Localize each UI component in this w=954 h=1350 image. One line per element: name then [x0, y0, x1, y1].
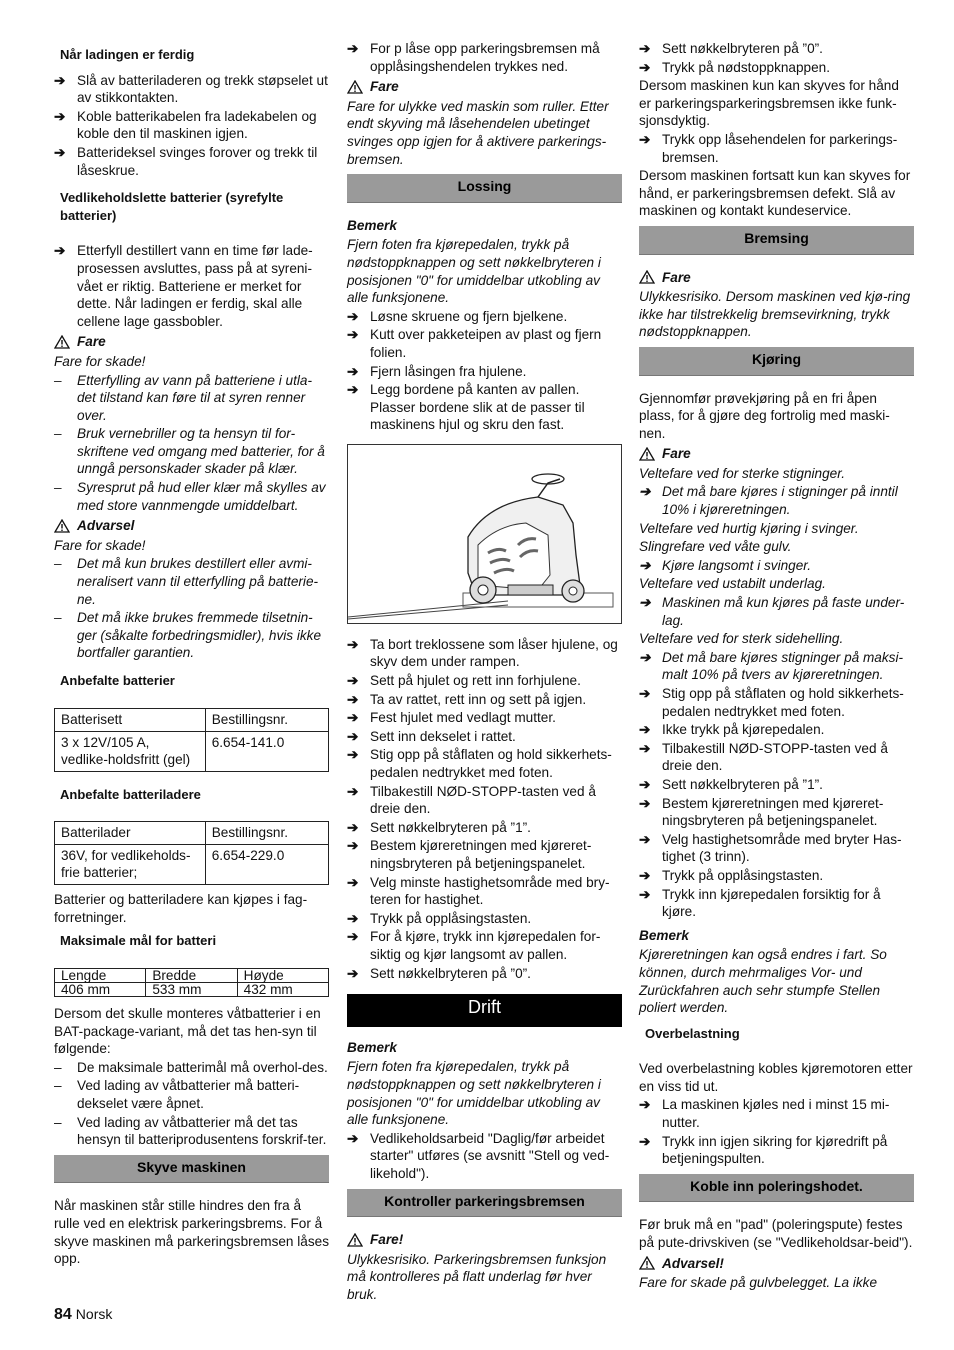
section-bar-driving: Kjøring	[639, 347, 914, 376]
column-1	[54, 40, 329, 1269]
arrow-icon: ➔	[639, 1133, 651, 1149]
arrow-icon: ➔	[347, 929, 359, 945]
step: ➔ Stig opp på ståflaten og hold sikkerhets-pedalen nedtrykket med foten.	[639, 686, 904, 719]
dash-item: – Det må kun brukes destillert eller avmi-neralisert vann til etterfylling på batterie-ne.	[54, 556, 319, 607]
step: ➔ La maskinen kjøles ned i minst 15 mi-nutter.	[639, 1097, 890, 1131]
column-3	[639, 40, 914, 1293]
warning-triangle-icon	[639, 270, 655, 284]
heading-recommended-chargers: Anbefalte batteriladere	[60, 786, 201, 802]
step: ➔ Det må bare kjøres i stigninger på inntil 10% i kjøreretningen.	[639, 484, 898, 518]
arrow-icon: ➔	[347, 382, 359, 398]
warning-label: Advarsel!	[639, 1255, 914, 1273]
arrow-icon: ➔	[347, 41, 359, 56]
dash-item: – Bruk vernebriller og ta hensyn til for-skriftene ved omgang med batterier, for å unngå personskader skader på klær.	[54, 426, 325, 477]
step: ➔ Bestem kjøreretningen med kjøreret-ningsbryteren på betjeningspanelet.	[347, 838, 592, 871]
paragraph: Ved overbelastning kobles kjøremotoren etter en viss tid ut.	[639, 1061, 913, 1094]
page-number: 84	[54, 1306, 72, 1323]
column-2	[347, 40, 622, 1304]
arrow-icon: ➔	[347, 710, 359, 726]
note-label: Bemerk	[347, 1039, 397, 1055]
warning-triangle-icon	[639, 1256, 655, 1270]
step: ➔ Trykk på nødstoppknappen.	[639, 59, 831, 75]
warning-triangle-icon	[347, 1233, 363, 1247]
arrow-icon: ➔	[639, 59, 651, 75]
step: ➔ Løsne skruene og fjern bjelkene.	[347, 308, 568, 324]
warning-text: Fare for ulykke ved maskin som ruller. Etter endt skyving må låsehendelen ubetinget svinges opp igjen for å aktivere parkerings-bremsen.	[347, 98, 609, 167]
step: ➔ Ta av rattet, rett inn og sett på igjen.	[347, 691, 587, 707]
note-text: Kjøreretningen kan også endres i fart. So können, durch mehrmaliges Vor- und Zurückfahren auch sehr stumpfe Stellen poliert werden.	[639, 947, 887, 1016]
arrow-icon: ➔	[639, 722, 651, 738]
step: ➔ Etterfyll destillert vann en time før lade-prosessen avsluttes, pass på at syreni-vået er riktig. Batteriene er merket for dette. Når ladingen er ferdig, skal alle cellene lage gassbobler.	[54, 243, 313, 329]
arrow-icon: ➔	[347, 363, 359, 379]
dimension-table: Lengde Bredde Høyde 406 mm 533 mm 432 mm	[54, 968, 329, 997]
arrow-icon: ➔	[347, 965, 359, 981]
note-label: Bemerk	[639, 927, 689, 943]
note-text: Fjern foten fra kjørepedalen, trykk på nødstoppknappen og sett nøkkelbryteren i posisjonen "0" for umiddelbar utkobling av alle funksjonene.	[347, 237, 601, 306]
arrow-icon: ➔	[347, 728, 359, 744]
arrow-icon: ➔	[639, 595, 651, 611]
warning-triangle-icon	[639, 447, 655, 461]
section-bar-check-parking-brake: Kontroller parkeringsbremsen	[347, 1189, 622, 1218]
step: ➔ Velg hastighetsområde med bryter Has-tighet (3 trinn).	[639, 831, 902, 865]
arrow-icon: ➔	[347, 819, 359, 835]
page-footer	[54, 1306, 112, 1324]
arrow-icon: ➔	[347, 691, 359, 707]
arrow-icon: ➔	[54, 72, 66, 88]
warning-label: Fare	[639, 269, 914, 287]
step: ➔ Trykk inn igjen sikring for kjøredrift på betjeningspulten.	[639, 1133, 888, 1167]
arrow-icon: ➔	[54, 144, 66, 160]
warning-label: Fare!	[347, 1231, 622, 1249]
warning-label: Fare	[347, 78, 622, 96]
step: ➔ Kutt over pakketeipen av plast og fjern folien.	[347, 327, 602, 360]
paragraph: Når maskinen står stille hindres den fra å rulle ved en elektrisk parkeringsbrems. For å skyve maskinen må parkeringsbremsen låses opp.	[54, 1198, 330, 1267]
step: ➔ Sett på hjulet og rett inn forhjulene.	[347, 673, 581, 689]
step: ➔ Ta bort treklossene som låser hjulene, og skyv dem under rampen.	[347, 636, 618, 670]
warning-text: Fare for skade!	[54, 537, 146, 553]
warning-triangle-icon	[54, 519, 70, 533]
step: ➔ Velg minste hastighetsområde med bry-teren for hastighet.	[347, 874, 610, 908]
dash-item: – Syresprut på hud eller klær må skylles av med store vannmengde umiddelbart.	[54, 480, 326, 513]
battery-table: Batterisett Bestillingsnr. 3 x 12V/105 A, vedlike-holdsfritt (gel) 6.654-141.0	[54, 708, 329, 772]
arrow-icon: ➔	[54, 243, 66, 259]
note-text: Fjern foten fra kjørepedalen, trykk på nødstoppknappen og sett nøkkelbryteren i posisjonen "0" for umiddelbar utkobling av alle funksjonene.	[347, 1059, 601, 1128]
arrow-icon: ➔	[639, 649, 651, 665]
paragraph: Gjennomfør prøvekjøring på en fri åpen plass, for å gjøre deg fortrolig med maski-nen.	[639, 390, 890, 441]
section-bar-braking: Bremsing	[639, 226, 914, 255]
step: ➔ For å kjøre, trykk inn kjørepedalen for-siktig og kjør langsomt av pallen.	[347, 929, 601, 962]
warning-triangle-icon	[347, 80, 363, 94]
warning-text: Veltefare ved for sterk sidehelling.	[639, 631, 844, 647]
arrow-icon: ➔	[347, 673, 359, 689]
arrow-icon: ➔	[639, 740, 651, 756]
arrow-icon: ➔	[347, 308, 359, 324]
arrow-icon: ➔	[639, 886, 651, 902]
warning-text: Veltefare ved hurtig kjøring i svinger.	[639, 520, 859, 536]
heading-max-dimensions: Maksimale mål for batteri	[60, 933, 217, 949]
step: ➔ Sett inn dekselet i rattet.	[347, 728, 516, 744]
step: ➔ Fjern låsingen fra hjulene.	[347, 363, 527, 379]
warning-text: Fare for skade på gulvbelegget. La ikke	[639, 1275, 878, 1291]
step: ➔ Trykk inn kjørepedalen forsiktig for å kjøre.	[639, 886, 881, 920]
heading-overload: Overbelastning	[645, 1025, 740, 1041]
warning-text: Ulykkesrisiko. Parkeringsbremsen funksjon må kontrolleres på flatt underlag før hver bruk.	[347, 1251, 607, 1302]
arrow-icon: ➔	[347, 910, 359, 926]
chapter-heading-operation: Drift	[347, 994, 622, 1027]
step: ➔ Trykk på opplåsingstasten.	[347, 910, 532, 926]
step: ➔ Maskinen må kun kjøres på faste under-lag.	[639, 595, 905, 628]
dash-item: – Ved lading av våtbatterier må batteri-dekselet være åpnet.	[54, 1078, 300, 1111]
arrow-icon: ➔	[639, 795, 651, 811]
arrow-icon: ➔	[639, 41, 651, 56]
dash-item: – De maksimale batterimål må overhol-des.	[54, 1059, 328, 1075]
step: ➔ Stig opp på ståflaten og hold sikkerhets-pedalen nedtrykket med foten.	[347, 747, 612, 781]
paragraph: Før bruk må en "pad" (poleringspute) festes på pute-drivskiven (se "Vedlikeholdsar-beid").	[639, 1217, 913, 1251]
arrow-icon: ➔	[347, 327, 359, 343]
arrow-icon: ➔	[347, 783, 359, 799]
arrow-icon: ➔	[639, 686, 651, 701]
step: ➔ Trykk på opplåsingstasten.	[639, 867, 824, 883]
paragraph: Dersom det skulle monteres våtbatterier i en BAT-package-variant, må det tas hen-syn til følgende:	[54, 1005, 321, 1057]
paragraph: Dersom maskinen fortsatt kun kan skyves for hånd, er parkeringsbremsen defekt. Slå av maskinen og kontakt kundeservice.	[639, 168, 911, 219]
step: ➔ Bestem kjøreretningen med kjøreret-ningsbryteren på betjeningspanelet.	[639, 795, 884, 829]
step: ➔ Sett nøkkelbryteren på ”0”.	[639, 41, 823, 56]
arrow-icon: ➔	[639, 867, 651, 883]
language-label: Norsk	[75, 1306, 113, 1322]
step: ➔ Tilbakestill NØD-STOPP-tasten ved å dreie den.	[639, 740, 888, 774]
note-label: Bemerk	[347, 217, 397, 233]
arrow-icon: ➔	[639, 831, 651, 847]
step: ➔ Kjøre langsomt i svinger.	[639, 557, 812, 573]
step: ➔ Fest hjulet med vedlagt mutter.	[347, 710, 556, 726]
dash-item: – Ved lading av våtbatterier må det tas hensyn til batteriprodusentens forskrif-ter.	[54, 1114, 327, 1148]
arrow-icon: ➔	[54, 108, 66, 124]
warning-label: Advarsel	[54, 517, 329, 535]
dash-item: – Det må ikke brukes fremmede tilsetnin-ger (såkalte forbedringsmidler), hvis ikke bortfaller garantien.	[54, 610, 322, 661]
step: ➔ Trykk opp låsehendelen for parkerings-bremsen.	[639, 131, 898, 165]
step: ➔ Det må bare kjøres stigninger på maksi-malt 10% på tvers av kjøreretningen.	[639, 649, 903, 683]
step: ➔ Slå av batteriladeren og trekk støpselet ut av stikkontakten.	[54, 72, 328, 106]
warning-text: Veltefare ved for sterke stigninger.	[639, 465, 846, 481]
warning-text: Ulykkesrisiko. Dersom maskinen ved kjø-ring ikke har tilstrekkelig bremsevirkning, trykk nødstoppknappen.	[639, 289, 911, 340]
step: ➔ Vedlikeholdsarbeid "Daglig/før arbeidet starter" utføres (se avsnitt "Stell og ved-likehold").	[347, 1130, 610, 1181]
dash-item: – Etterfylling av vann på batteriene i utla-det tilstand kan føre til at syren renner over.	[54, 372, 313, 423]
heading-charging-done: Når ladingen er ferdig	[60, 47, 195, 62]
step: ➔ Sett nøkkelbryteren på ”1”.	[639, 776, 823, 792]
arrow-icon: ➔	[639, 1097, 651, 1113]
warning-label: Fare	[54, 333, 329, 351]
charger-table: Batterilader Bestillingsnr. 36V, for vedlikeholds-frie batterier; 6.654-229.0	[54, 821, 329, 885]
arrow-icon: ➔	[639, 557, 651, 573]
machine-illustration	[347, 444, 622, 624]
warning-text: Fare for skade!	[54, 353, 146, 369]
section-bar-polishing-head: Koble inn poleringshodet.	[639, 1174, 914, 1203]
heading-recommended-batteries: Anbefalte batterier	[60, 673, 175, 688]
warning-label: Fare	[639, 445, 914, 463]
arrow-icon: ➔	[347, 747, 359, 763]
section-bar-unloading: Lossing	[347, 174, 622, 203]
warning-text: Veltefare ved ustabilt underlag.	[639, 576, 826, 592]
step: ➔ Sett nøkkelbryteren på ”0”.	[347, 965, 531, 981]
paragraph: Dersom maskinen kun kan skyves for hånd er parkeringsparkeringsbremsen ikke funk-sjonsdyktig.	[639, 78, 899, 129]
arrow-icon: ➔	[347, 636, 359, 652]
step: ➔ Sett nøkkelbryteren på ”1”.	[347, 819, 531, 835]
step: ➔ Batterideksel svinges forover og trekk til låseskrue.	[54, 144, 318, 178]
warning-triangle-icon	[54, 335, 70, 349]
arrow-icon: ➔	[347, 838, 359, 854]
floor-machine-drawing	[348, 445, 621, 623]
arrow-icon: ➔	[639, 776, 651, 792]
paragraph: Batterier og batteriladere kan kjøpes i fag-forretninger.	[54, 892, 308, 925]
arrow-icon: ➔	[347, 1130, 359, 1146]
arrow-icon: ➔	[639, 484, 651, 500]
step: ➔ For p låse opp parkeringsbremsen må opplåsingshendelen trykkes ned.	[347, 41, 600, 74]
step: ➔ Tilbakestill NØD-STOPP-tasten ved å dreie den.	[347, 783, 596, 817]
warning-text: Slingrefare ved våte gulv.	[639, 539, 792, 555]
arrow-icon: ➔	[639, 131, 651, 147]
step: ➔ Legg bordene på kanten av pallen. Plasser bordene slik at de passer til maskinens hjul og skru den fast.	[347, 382, 585, 433]
arrow-icon: ➔	[347, 874, 359, 890]
section-bar-push-machine: Skyve maskinen	[54, 1155, 329, 1184]
step: ➔ Ikke trykk på kjørepedalen.	[639, 722, 825, 738]
heading-low-maintenance-batteries: Vedlikeholdslette batterier (syrefylte batterier)	[60, 190, 284, 223]
step: ➔ Koble batterikabelen fra ladekabelen og koble den til maskinen igjen.	[54, 108, 317, 142]
